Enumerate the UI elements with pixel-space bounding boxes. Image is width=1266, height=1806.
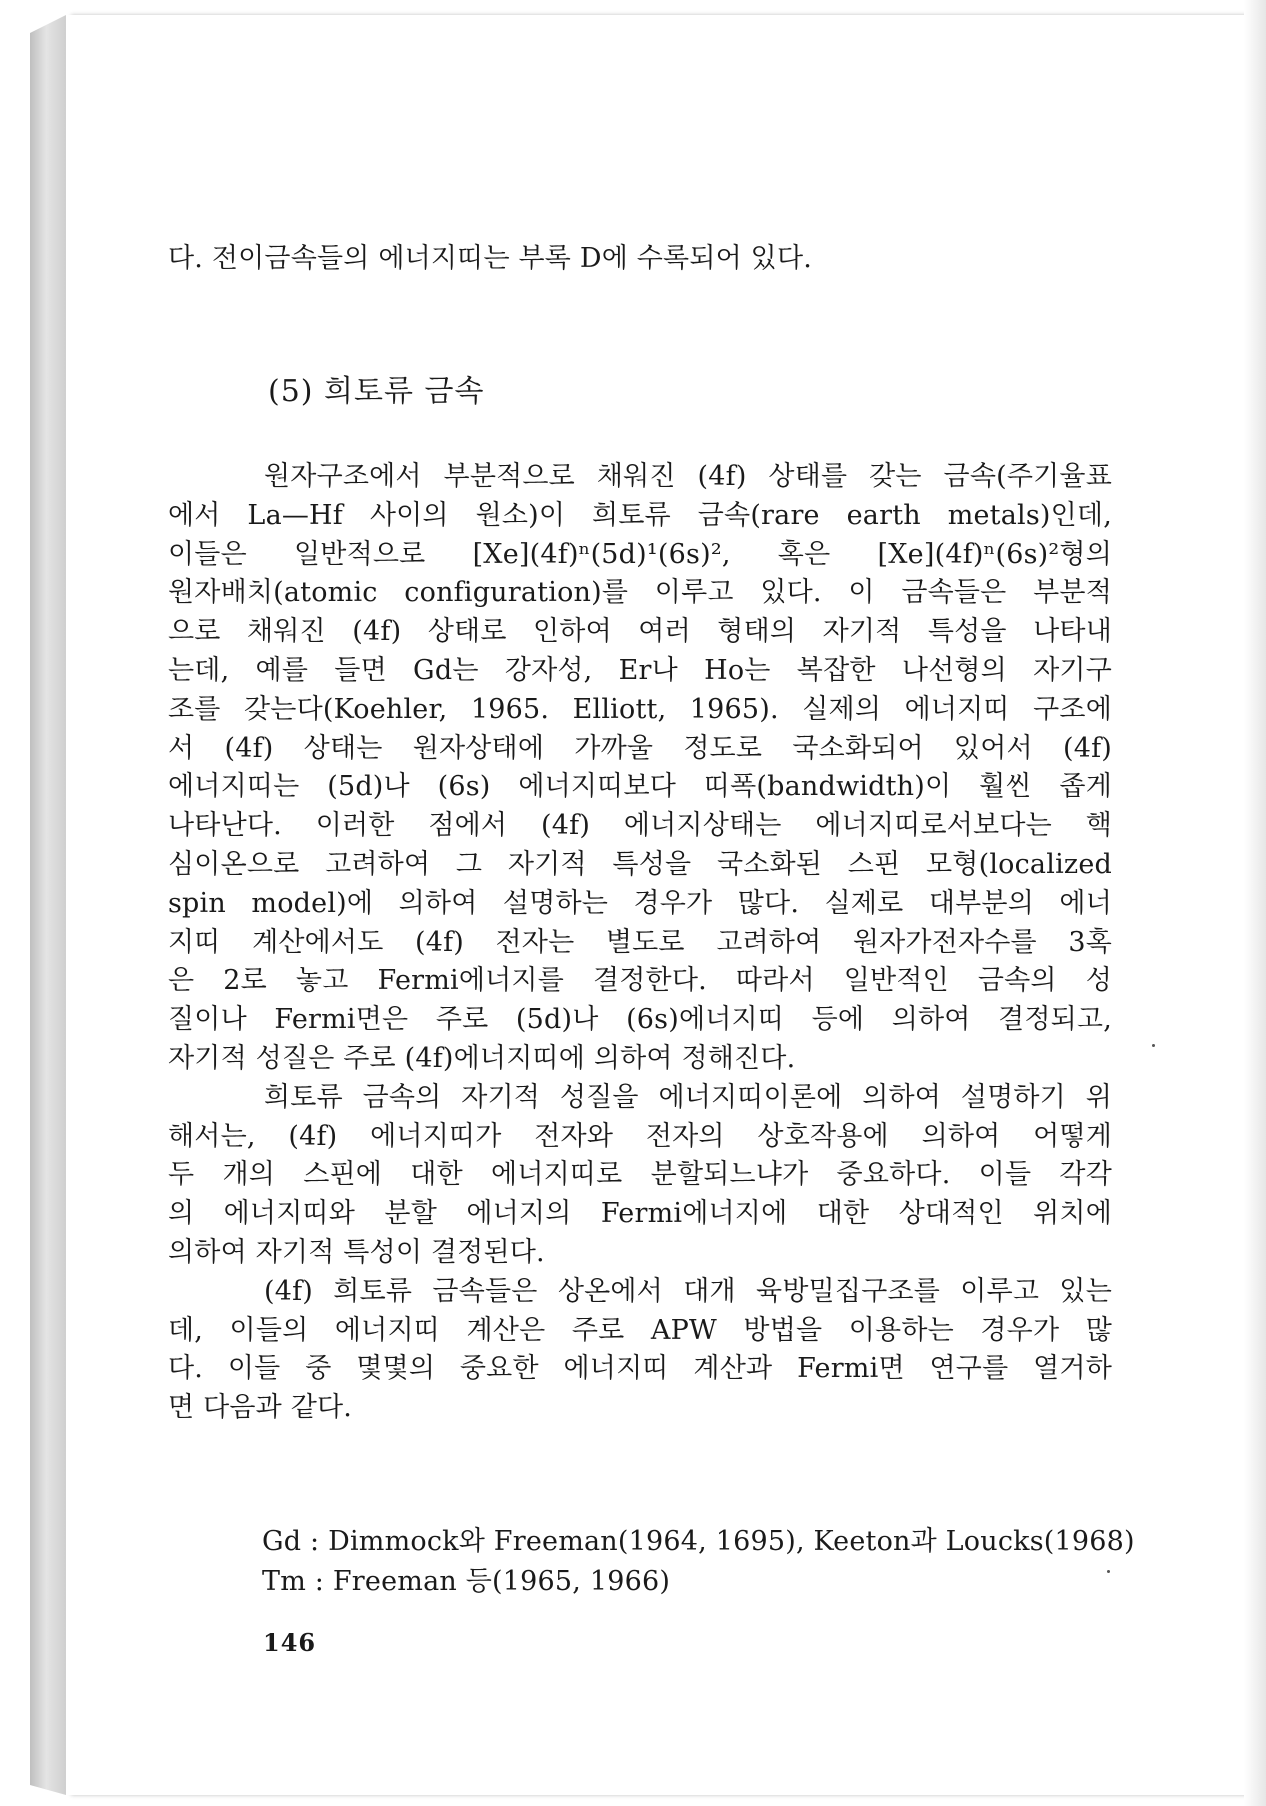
- paragraph-line: 질이나 Fermi면은 주로 (5d)나 (6s)에너지띠 등에 의하여 결정되고,: [168, 1004, 1112, 1036]
- paragraph-line: 지띠 계산에서도 (4f) 전자는 별도로 고려하여 원자가전자수를 3혹: [168, 926, 1112, 958]
- paragraph-line: 자기적 성질은 주로 (4f)에너지띠에 의하여 정해진다.: [168, 1042, 796, 1074]
- paragraph-line: 면 다음과 같다.: [168, 1392, 353, 1424]
- paragraph-line: 이들은 일반적으로 [Xe](4f)ⁿ(5d)¹(6s)², 혹은 [Xe](4f)ⁿ(6s)²형의: [168, 538, 1112, 570]
- book-spine: [30, 15, 66, 1795]
- paragraph-line: 원자구조에서 부분적으로 채워진 (4f) 상태를 갖는 금속(주기율표: [264, 461, 1112, 492]
- paragraph-line: 는데, 예를 들면 Gd는 강자성, Er나 Ho는 복잡한 나선형의 자기구: [168, 654, 1112, 686]
- paragraph-line: 원자배치(atomic configuration)를 이루고 있다. 이 금속들은 부분적: [168, 577, 1112, 609]
- reference-tm: Tm : Freeman 등(1965, 1966): [262, 1566, 671, 1597]
- paragraph-line: 은 2로 놓고 Fermi에너지를 결정한다. 따라서 일반적인 금속의 성: [168, 965, 1112, 997]
- paragraph-line: spin model)에 의하여 설명하는 경우가 많다. 실제로 대부분의 에너: [168, 887, 1112, 919]
- reference-list: [262, 1522, 1135, 1602]
- intro-text: [168, 240, 1112, 279]
- paragraph-line: 조를 갖는다(Koehler, 1965. Elliott, 1965). 실제의 에너지띠 구조에: [168, 693, 1112, 725]
- paragraph-line: 에서 La—Hf 사이의 원소)이 희토류 금속(rare earth metals)인데,: [168, 499, 1112, 531]
- paragraph-3: [168, 1273, 1112, 1428]
- scan-speck: [1152, 1044, 1155, 1047]
- paragraph-line: 심이온으로 고려하여 그 자기적 특성을 국소화된 스핀 모형(localized: [168, 848, 1112, 880]
- reference-gd: Gd : Dimmock와 Freeman(1964, 1695), Keeton과 Loucks(1968): [262, 1526, 1135, 1557]
- paragraph-line: 서 (4f) 상태는 원자상태에 가까울 정도로 국소화되어 있어서 (4f): [168, 732, 1112, 764]
- paragraph-1: [168, 458, 1112, 1079]
- paragraph-line: 해서는, (4f) 에너지띠가 전자와 전자의 상호작용에 의하여 어떻게: [168, 1120, 1112, 1152]
- section-heading: (5) 희토류 금속: [268, 374, 485, 409]
- body-text: [168, 458, 1112, 1428]
- paragraph-line: 희토류 금속의 자기적 성질을 에너지띠이론에 의하여 설명하기 위: [264, 1081, 1112, 1113]
- paragraph-line: 의하여 자기적 특성이 결정된다.: [168, 1236, 545, 1268]
- page-number: 146: [263, 1628, 317, 1657]
- intro-line: 다. 전이금속들의 에너지띠는 부록 D에 수록되어 있다.: [168, 243, 813, 274]
- paragraph-line: 의 에너지띠와 분할 에너지의 Fermi에너지에 대한 상대적인 위치에: [168, 1198, 1112, 1230]
- paragraph-line: 나타난다. 이러한 점에서 (4f) 에너지상태는 에너지띠로서보다는 핵: [168, 810, 1112, 842]
- paragraph-2: [168, 1079, 1112, 1273]
- scan-speck: [1107, 1570, 1110, 1573]
- paragraph-line: 두 개의 스핀에 대한 에너지띠로 분할되느냐가 중요하다. 이들 각각: [168, 1159, 1112, 1191]
- page-edge: [1244, 0, 1266, 1806]
- paragraph-line: (4f) 희토류 금속들은 상온에서 대개 육방밀집구조를 이루고 있는: [264, 1275, 1112, 1307]
- paragraph-line: 데, 이들의 에너지띠 계산은 주로 APW 방법을 이용하는 경우가 많: [168, 1314, 1112, 1346]
- paragraph-line: 다. 이들 중 몇몇의 중요한 에너지띠 계산과 Fermi면 연구를 열거하: [168, 1353, 1112, 1385]
- paragraph-line: 으로 채워진 (4f) 상태로 인하여 여러 형태의 자기적 특성을 나타내: [168, 616, 1112, 648]
- paragraph-line: 에너지띠는 (5d)나 (6s) 에너지띠보다 띠폭(bandwidth)이 훨씬 좁게: [168, 771, 1112, 803]
